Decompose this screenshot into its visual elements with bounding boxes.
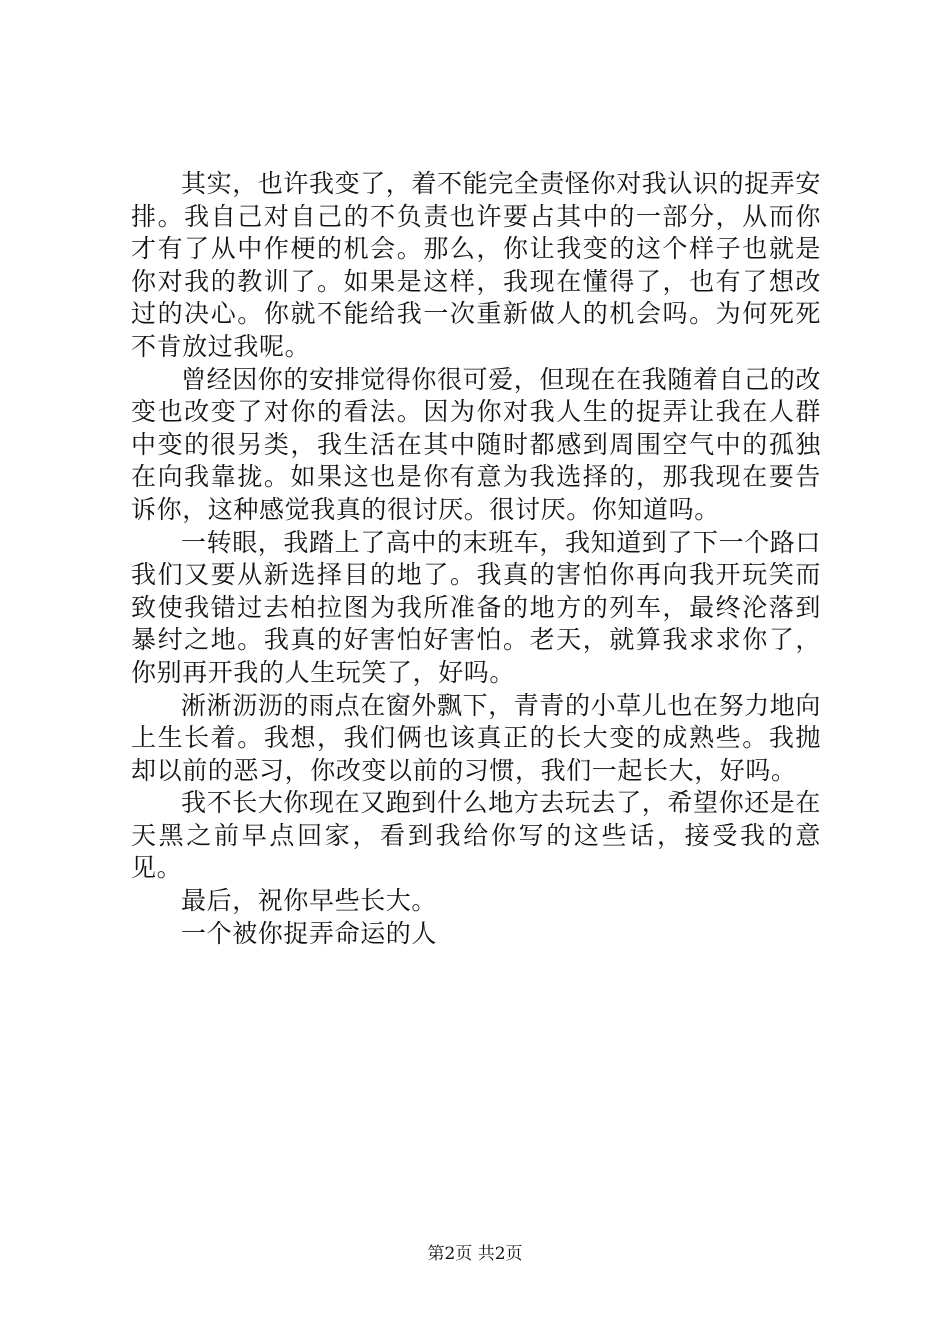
paragraph: 一转眼，我踏上了高中的末班车，我知道到了下一个路口我们又要从新选择目的地了。我真的害怕你再向我开玩笑而致使我错过去柏拉图为我所准备的地方的列车，最终沦落到暴纣之地。我真的好害怕好害怕。老天，就算我求求你了，你别再开我的人生玩笑了，好吗。	[131, 527, 822, 687]
signature-line: 一个被你捉弄命运的人	[181, 918, 438, 948]
letter-body	[131, 168, 821, 950]
page-number: 第2页 共2页	[427, 1244, 523, 1264]
paragraph: 我不长大你现在又跑到什么地方去玩去了，希望你还是在天黑之前早点回家，看到我给你写的这些话，接受我的意见。	[131, 788, 822, 883]
page-footer	[0, 1243, 950, 1265]
paragraph: 其实，也许我变了，着不能完全责怪你对我认识的捉弄安排。我自己对自己的不负责也许要占其中的一部分，从而你才有了从中作梗的机会。那么，你让我变的这个样子也就是你对我的教训了。如果是这样，我现在懂得了，也有了想改过的决心。你就不能给我一次重新做人的机会吗。为何死死不肯放过我呢。	[131, 169, 822, 361]
paragraph: 淅淅沥沥的雨点在窗外飘下，青青的小草儿也在努力地向上生长着。我想，我们俩也该真正的长大变的成熟些。我抛却以前的恶习，你改变以前的习惯，我们一起长大，好吗。	[131, 690, 822, 785]
paragraph: 曾经因你的安排觉得你很可爱，但现在在我随着自己的改变也改变了对你的看法。因为你对我人生的捉弄让我在人群中变的很另类，我生活在其中随时都感到周围空气中的孤独在向我靠拢。如果这也是你有意为我选择的，那我现在要告诉你，这种感觉我真的很讨厌。很讨厌。你知道吗。	[131, 364, 822, 524]
closing-line: 最后，祝你早些长大。	[181, 886, 438, 916]
